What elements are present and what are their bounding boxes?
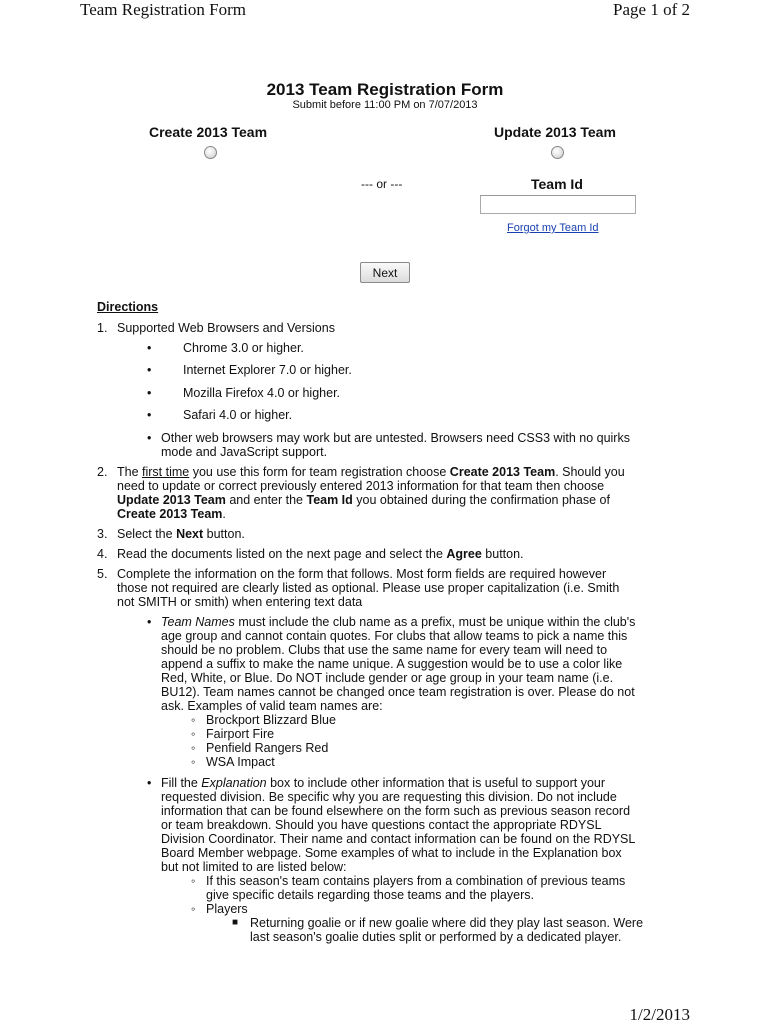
bullet: • <box>147 776 152 790</box>
team-names-text: append a suffix to make the name unique. A suggestion would be to use a color like <box>161 657 623 671</box>
sub-bullet: ◦ <box>191 741 196 755</box>
browser-item: Safari 4.0 or higher. <box>183 408 293 422</box>
bullet: • <box>147 363 152 377</box>
list-number: 5. <box>97 567 108 581</box>
bullet: • <box>147 386 152 400</box>
form-title: 2013 Team Registration Form <box>266 80 504 99</box>
team-id-input[interactable] <box>480 195 636 214</box>
explanation-text: requested division. Be specific why you are requesting this division. Do not include <box>161 790 617 804</box>
team-names-text: age group and cannot contain quotes. For clubs that allow teams to pick a name this <box>161 629 628 643</box>
explanation-text: Board Member webpage. Some examples of what to include in the Explanation box <box>161 846 622 860</box>
explanation-text: information that can be found elsewhere on the form such as previous season record <box>161 804 631 818</box>
bullet: • <box>147 341 152 355</box>
team-id-label: Team Id <box>531 176 583 192</box>
sub-bullet: ◦ <box>191 874 196 888</box>
list-item-text: Select the Next button. <box>117 527 245 541</box>
team-name-example: WSA Impact <box>206 755 275 769</box>
directions-heading: Directions <box>97 300 159 314</box>
team-names-text: ask. Examples of valid team names are: <box>161 699 383 713</box>
update-team-radio[interactable] <box>551 146 564 159</box>
list-item-text: Read the documents listed on the next page and select the Agree button. <box>117 547 524 561</box>
explanation-text: Division Coordinator. Their name and contact information can be found on the RDYSL <box>161 832 636 846</box>
team-name-example: Fairport Fire <box>206 727 275 741</box>
create-team-radio[interactable] <box>204 146 217 159</box>
bullet: • <box>147 431 152 445</box>
explanation-text: Fill the Explanation box to include other information that is useful to support your <box>161 776 606 790</box>
list-item-text: The first time you use this form for team registration choose Create 2013 Team. Should you <box>117 465 625 479</box>
create-team-label: Create 2013 Team <box>149 124 268 140</box>
sub-bullet: ◦ <box>191 727 196 741</box>
team-names-text: BU12). Team names cannot be changed once team registration is over. Please do not <box>161 685 635 699</box>
list-number: 1. <box>97 321 108 335</box>
page-number: Page 1 of 2 <box>613 0 690 19</box>
list-item-text: Supported Web Browsers and Versions <box>117 321 335 335</box>
list-number: 2. <box>97 465 108 479</box>
other-browsers-line: Other web browsers may work but are untested. Browsers need CSS3 with no quirks <box>161 431 630 445</box>
sub-bullet: ◦ <box>191 755 196 769</box>
explanation-sub-text: give specific details regarding those teams and the players. <box>206 888 534 902</box>
explanation-sub-text: If this season's team contains players from a combination of previous teams <box>206 874 626 888</box>
team-name-example: Brockport Blizzard Blue <box>206 713 336 727</box>
form-subtitle: Submit before 11:00 PM on 7/07/2013 <box>292 99 478 111</box>
team-name-example: Penfield Rangers Red <box>206 741 329 755</box>
explanation-text: but not limited to are listed below: <box>161 860 347 874</box>
explanation-sub-sub-text: last season's goalie duties split or performed by a dedicated player. <box>250 930 622 944</box>
browser-item: Internet Explorer 7.0 or higher. <box>183 363 352 377</box>
footer-date: 1/2/2013 <box>629 1005 690 1024</box>
list-item-text: Update 2013 Team and enter the Team Id you obtained during the confirmation phase of <box>117 493 610 507</box>
update-team-label: Update 2013 Team <box>494 124 616 140</box>
browser-item: Chrome 3.0 or higher. <box>183 341 304 355</box>
next-button[interactable]: Next <box>360 262 410 283</box>
forgot-team-id-link[interactable]: Forgot my Team Id <box>507 222 599 234</box>
team-names-text: should be no problem. Clubs that use the same name for every team will need to <box>161 643 608 657</box>
list-item-text: Complete the information on the form that follows. Most form fields are required however <box>117 567 607 581</box>
team-names-text: Red, White, or Blue. Do NOT include gender or age group in your team name (i.e. <box>161 671 614 685</box>
bullet: • <box>147 408 152 422</box>
explanation-sub-text: Players <box>206 902 248 916</box>
other-browsers-line: mode and JavaScript support. <box>161 445 328 459</box>
browser-item: Mozilla Firefox 4.0 or higher. <box>183 386 341 400</box>
explanation-sub-sub-text: Returning goalie or if new goalie where did they play last season. Were <box>250 916 644 930</box>
bullet: • <box>147 615 152 629</box>
list-item-text: not SMITH or smith) when entering text data <box>117 595 363 609</box>
list-item-text: need to update or correct previously entered 2013 information for that team then choose <box>117 479 605 493</box>
square-bullet: ■ <box>232 917 239 928</box>
page-header-title: Team Registration Form <box>80 0 246 19</box>
explanation-text: or team breakdown. Should you have questions contact the appropriate RDYSL <box>161 818 602 832</box>
sub-bullet: ◦ <box>191 713 196 727</box>
list-number: 4. <box>97 547 108 561</box>
or-separator: --- or --- <box>361 177 403 191</box>
sub-bullet: ◦ <box>191 902 196 916</box>
list-number: 3. <box>97 527 108 541</box>
team-names-text: Team Names must include the club name as a prefix, must be unique within the club's <box>161 615 636 629</box>
list-item-text: Create 2013 Team. <box>117 507 226 521</box>
list-item-text: those not required are clearly listed as optional. Please use proper capitalization (i.e. Smith <box>117 581 620 595</box>
